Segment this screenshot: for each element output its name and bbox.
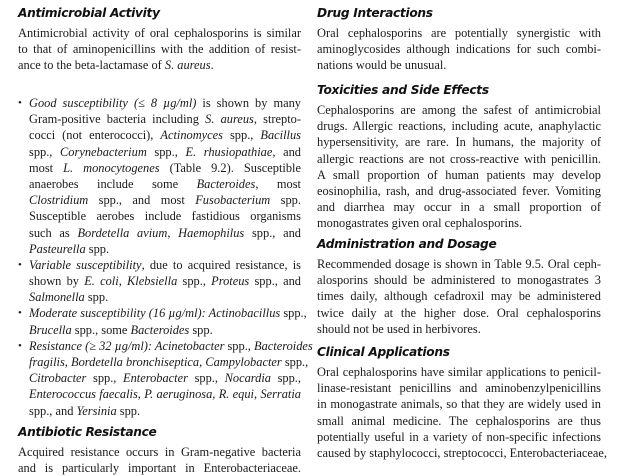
text-line: fragilis, Bordetella bronchiseptica, Campylobacter spp., — [29, 355, 309, 369]
text-line: ance to the beta-lactamase of S. aureus. — [18, 58, 214, 73]
text-line: eosinophilia, rash, and drug-associated fever. Vomiting — [317, 183, 601, 198]
text-line: spp., Corynebacterium spp., E. rhusiopathiae, and — [29, 144, 301, 159]
text-line: potentially useful in a variety of non-specific infections — [317, 429, 601, 444]
text-line: Clostridium spp., and most Fusobacterium spp. — [29, 193, 301, 208]
text-line: most L. monocytogenes (Table 9.2). Susceptible — [29, 160, 301, 175]
text-line: Pasteurella spp. — [29, 241, 110, 256]
text-line: Susceptible aerobes include fastidious organisms — [29, 209, 301, 224]
text-line: Oral cephalosporins have similar applications to penicil- — [317, 365, 601, 379]
text-line: caused by staphylococci, streptococci, Enterobacteriaceae, — [317, 445, 608, 460]
heading-administration-dosage: Administration and Dosage — [317, 237, 497, 251]
text-line: drugs. Allergic reactions, including acute, anaphylactic — [317, 119, 601, 134]
heading-drug-interactions: Drug Interactions — [317, 6, 433, 20]
heading-antimicrobial-activity: Antimicrobial Activity — [18, 6, 160, 20]
text-line: • Moderate susceptibility (16 µg/ml): Actinobacillus spp., — [29, 306, 307, 321]
text-line: Enterococcus faecalis, P. aeruginosa, R. equi, Serratia — [29, 387, 301, 402]
text-line: in monogastrate animals, so that they are widely used in — [317, 397, 601, 412]
list-item-resistance — [18, 338, 313, 419]
text-line: allergic reactions are not cross-reactive with penicillin. — [317, 151, 601, 166]
text-line: Recommended dosage is shown in Table 9.5. Oral ceph- — [317, 257, 601, 271]
list-item-moderate-susceptibility — [18, 305, 307, 337]
text-line: linase-resistant penicillins and aminobenzylpenicillins — [317, 381, 601, 396]
heading-clinical-applications: Clinical Applications — [317, 345, 450, 359]
paragraph-clinical-applications — [317, 364, 608, 461]
text-line: Salmonella spp. — [29, 290, 109, 305]
paragraph-toxicities-side-effects — [317, 102, 601, 232]
text-line: and diarrhea may occur in a small proportion of — [317, 200, 601, 215]
text-line: small animal medicine. The cephalosporins are thus — [317, 413, 601, 428]
text-line: Brucella spp., some Bacteroides spp. — [29, 322, 213, 337]
text-line: Cephalosporins are among the safest of antimicrobial — [317, 103, 601, 117]
text-line: spp., and Yersinia spp. — [29, 403, 141, 418]
text-line: nations would be unusual. — [317, 58, 447, 73]
text-line: hypersensitivity, are rare. In humans, the majority of — [317, 135, 601, 150]
text-line: • Resistance (≥ 32 µg/ml): Acinetobacter spp., Bacteroides — [29, 338, 313, 353]
text-line: Gram-positive bacteria including S. aureus, strepto- — [29, 112, 302, 127]
paragraph-administration-dosage — [317, 256, 601, 337]
text-line: cocci (not enterococci), Actinomyces spp., Bacillus — [29, 128, 301, 143]
text-line: Acquired resistance occurs in Gram-negative bacteria — [18, 445, 301, 459]
text-line: • Variable susceptibility, due to acquired resistance, is — [29, 257, 301, 272]
text-line: shown by E. coli, Klebsiella spp., Proteus spp., and — [29, 274, 302, 289]
susceptibility-list — [18, 95, 313, 419]
text-line: should not be used in herbivores. — [317, 321, 481, 336]
text-line: A small proportion of human patients may develop — [317, 167, 601, 182]
text-line: Antimicrobial activity of oral cephalosporins is similar — [18, 26, 301, 40]
paragraph-antimicrobial-activity — [18, 25, 301, 74]
paragraph-drug-interactions — [317, 25, 601, 74]
text-line: monogastrates given oral cephalosporins. — [317, 216, 523, 231]
text-line: to that of aminopenicillins with the addition of resist- — [18, 42, 301, 57]
text-line: alosporins should be administered to monogastrates 3 — [317, 273, 601, 288]
heading-toxicities-side-effects: Toxicities and Side Effects — [317, 83, 489, 97]
text-line: and is particularly important in Enterobacteriaceae. — [18, 461, 301, 476]
text-line: Citrobacter spp., Enterobacter spp., Nocardia spp., — [29, 371, 301, 386]
heading-antibiotic-resistance: Antibiotic Resistance — [18, 425, 157, 439]
paragraph-antibiotic-resistance — [18, 444, 301, 476]
text-line: anaerobes include some Bacteroides, most — [29, 176, 301, 191]
text-line: twice daily at the higher dose. Oral cephalosporins — [317, 305, 601, 320]
text-line: • Good susceptibility (≤ 8 µg/ml) is shown by many — [29, 96, 301, 110]
list-item-variable-susceptibility — [18, 257, 301, 306]
text-line: such as Bordetella avium, Haemophilus spp., and — [29, 225, 302, 240]
list-item-good-susceptibility — [18, 95, 301, 257]
text-line: Oral cephalosporins are potentially synergistic with — [317, 26, 601, 40]
text-line: times daily, although cefadroxil may be administered — [317, 289, 601, 304]
text-line: aminoglycosides although indications for such combi- — [317, 42, 601, 57]
